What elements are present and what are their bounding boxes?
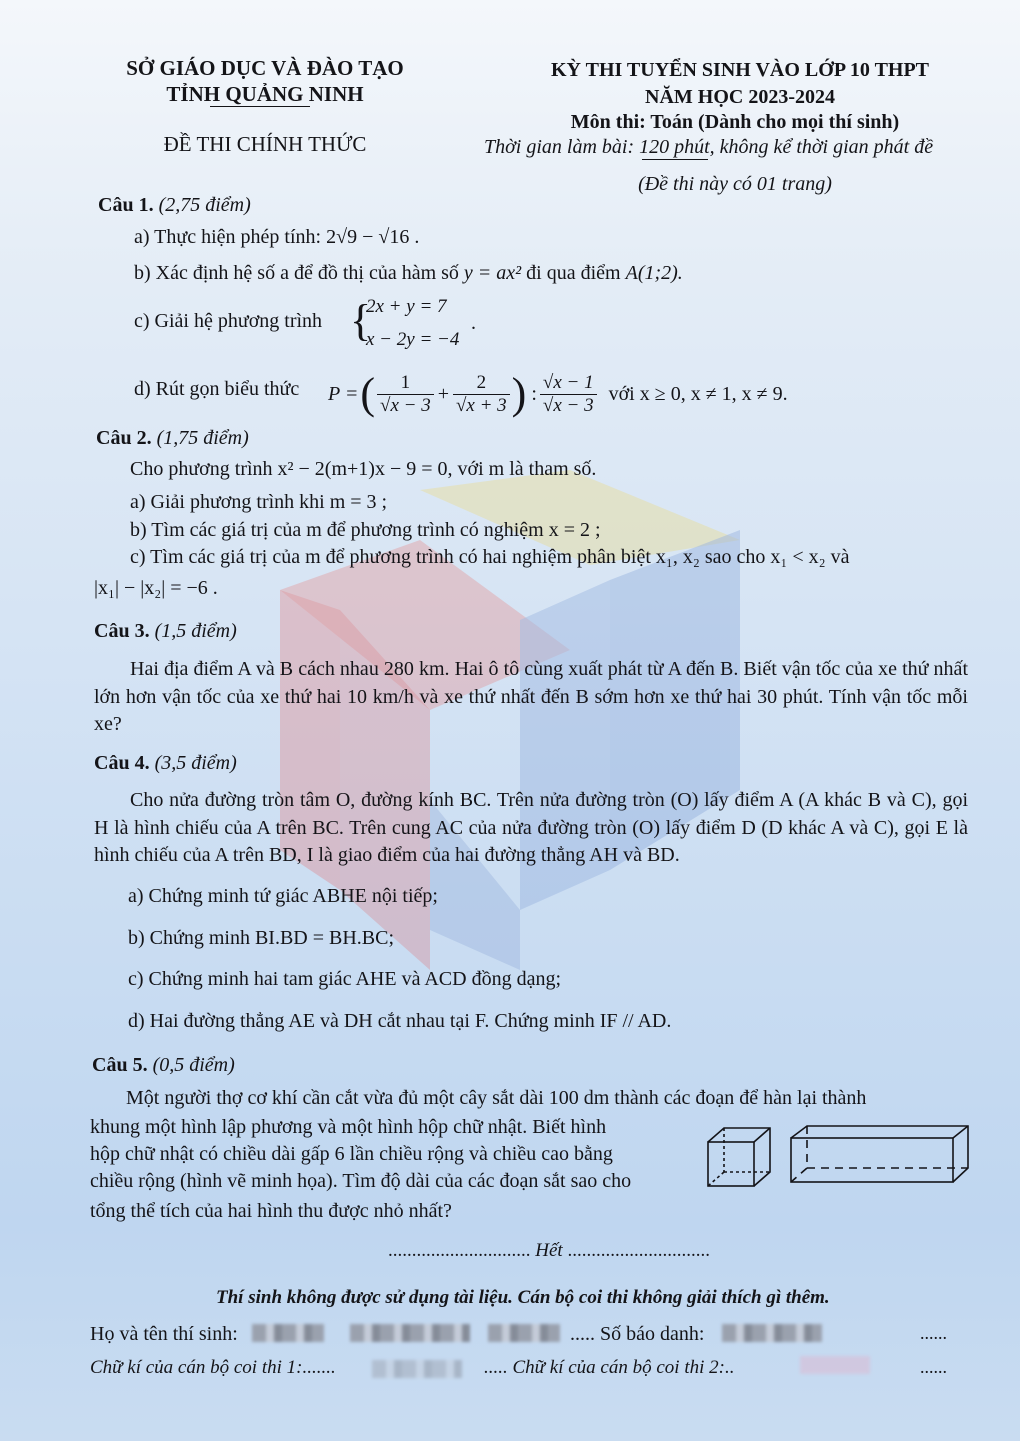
- candidate-name-label: Họ và tên thí sinh:: [90, 1323, 238, 1345]
- department-name: SỞ GIÁO DỤC VÀ ĐÀO TẠO: [126, 56, 404, 80]
- exam-name: KỲ THI TUYỂN SINH VÀO LỚP 10 THPT: [550, 59, 930, 81]
- q5-line-3: hộp chữ nhật có chiều dài gấp 6 lần chiều rộng và chiều cao bằng: [90, 1143, 613, 1165]
- end-marker: [388, 1240, 710, 1262]
- q1-c-equation-2: x − 2y = −4: [366, 329, 460, 350]
- fraction-2-numerator: 2: [453, 372, 510, 395]
- redacted-name-2: [350, 1324, 470, 1342]
- proctor-1-signature: [90, 1357, 336, 1379]
- q5-title: Câu 5.: [92, 1054, 148, 1076]
- time-allowed: Thời gian làm bài: 120 phút, không kể thời gian phát đề: [484, 136, 934, 158]
- q1-d-fraction-1: [377, 372, 434, 417]
- fraction-1-numerator: 1: [377, 372, 434, 395]
- time-underline: [642, 159, 708, 160]
- box-illustration: [788, 1122, 972, 1186]
- q2-intro: Cho phương trình x² − 2(m+1)x − 9 = 0, với m là tham số.: [130, 458, 597, 480]
- fraction-1-denominator: √x − 3: [380, 394, 431, 416]
- q1-d-lhs: P =: [328, 382, 359, 405]
- q2-part-c-line-2: |x₁| − |x₂| = −6 .: [94, 577, 218, 599]
- q2-title: Câu 2.: [96, 427, 152, 449]
- official-exam-label: ĐỀ THI CHÍNH THỨC: [163, 132, 367, 156]
- q4-part-d: d) Hai đường thẳng AE và DH cắt nhau tại F. Chứng minh IF // AD.: [128, 1010, 672, 1032]
- redacted-signature-2: [800, 1356, 870, 1374]
- q4-title: Câu 4.: [94, 752, 150, 774]
- end-dots-right: ..............................: [567, 1240, 710, 1261]
- q5-line-2: khung một hình lập phương và một hình hộp chữ nhật. Biết hình: [90, 1116, 607, 1138]
- candidate-id-dots-end: ......: [920, 1323, 947, 1343]
- q1-heading: [98, 194, 251, 217]
- redacted-signature-1: [372, 1360, 462, 1378]
- system-brace: {: [350, 296, 372, 345]
- province-name: TỈNH QUẢNG NINH: [166, 82, 364, 106]
- q1-d-expression: [328, 364, 788, 424]
- candidate-id-dots: .....: [570, 1323, 595, 1345]
- q1-b-point: A(1;2).: [625, 262, 683, 284]
- q1-c-period: .: [471, 312, 476, 334]
- candidate-id-field: [570, 1323, 704, 1346]
- proctor-2-dots: ..: [724, 1357, 735, 1378]
- divide-sign: :: [531, 382, 537, 405]
- page-count-note: (Đề thi này có 01 trang): [638, 173, 832, 195]
- open-paren: (: [360, 369, 376, 418]
- q1-part-b: [134, 262, 683, 285]
- q3-heading: [94, 620, 237, 643]
- close-paren: ): [511, 369, 527, 418]
- exam-rules-note: Thí sinh không được sử dụng tài liệu. Cán bộ coi thi không giải thích gì thêm.: [216, 1287, 830, 1308]
- q1-part-c-label: c) Giải hệ phương trình: [134, 310, 323, 332]
- q5-heading: [92, 1054, 235, 1077]
- q4-heading: [94, 752, 237, 775]
- q2-points: (1,75 điểm): [156, 427, 249, 449]
- plus-sign: +: [437, 382, 449, 405]
- q5-points: (0,5 điểm): [152, 1054, 235, 1076]
- proctor-1-label: Chữ kí của cán bộ coi thi 1:: [90, 1357, 303, 1378]
- proctor-2-signature: [484, 1357, 734, 1379]
- q1-points: (2,75 điểm): [158, 194, 251, 216]
- redacted-name-3: [488, 1324, 560, 1342]
- q1-b-function: y = ax²: [463, 262, 522, 284]
- q1-d-condition: với x ≥ 0, x ≠ 1, x ≠ 9.: [608, 382, 788, 405]
- fraction-3-numerator: √x − 1: [540, 372, 597, 395]
- q4-part-a: a) Chứng minh tứ giác ABHE nội tiếp;: [128, 885, 438, 907]
- q4-text: Cho nửa đường tròn tâm O, đường kính BC. Trên nửa đường tròn (O) lấy điểm A (A khác B và C), gọi H là hình chiếu của A trên BC. Trên cung AC của nửa đường tròn (O) lấy điểm D (D khác A và C), gọi E là hình chiếu của A trên BD, I là giao điểm của hai đường thẳng AH và BD.: [94, 789, 968, 866]
- q1-b-text: b) Xác định hệ số a để đồ thị của hàm số: [134, 262, 459, 284]
- end-dots-left: ..............................: [388, 1240, 531, 1261]
- proctor-2-dots-lead: .....: [484, 1357, 508, 1378]
- signature-dots-end: ......: [920, 1357, 947, 1377]
- cube-illustration: [705, 1124, 775, 1190]
- q1-part-d-label: d) Rút gọn biểu thức: [134, 378, 300, 400]
- q3-title: Câu 3.: [94, 620, 150, 642]
- proctor-1-dots: .......: [302, 1357, 336, 1378]
- q1-title: Câu 1.: [98, 194, 154, 216]
- q2-part-b: b) Tìm các giá trị của m để phương trình có nghiệm x = 2 ;: [130, 519, 601, 541]
- fraction-2-denominator: √x + 3: [455, 394, 507, 416]
- header-underline: [210, 106, 310, 107]
- q4-points: (3,5 điểm): [154, 752, 237, 774]
- q5-line-5: tổng thể tích của hai hình thu được nhỏ nhất?: [90, 1200, 452, 1222]
- q2-heading: [96, 427, 249, 450]
- q1-d-fraction-3: [540, 372, 597, 417]
- school-year: NĂM HỌC 2023-2024: [645, 86, 835, 108]
- redacted-name-1: [252, 1324, 324, 1342]
- q2-part-c-line-1: c) Tìm các giá trị của m để phương trình có hai nghiệm phân biệt x₁, x₂ sao cho x₁ < x₂ và: [130, 546, 850, 568]
- fraction-3-denominator: √x − 3: [542, 394, 594, 416]
- q4-part-c: c) Chứng minh hai tam giác AHE và ACD đồng dạng;: [128, 968, 561, 990]
- q1-part-a: a) Thực hiện phép tính: 2√9 − √16 .: [134, 226, 420, 248]
- q2-part-a: a) Giải phương trình khi m = 3 ;: [130, 491, 388, 513]
- q1-d-fraction-2: [453, 372, 510, 417]
- subject: Môn thi: Toán (Dành cho mọi thí sinh): [570, 111, 900, 133]
- q5-line-4: chiều rộng (hình vẽ minh họa). Tìm độ dài của các đoạn sắt sao cho: [90, 1170, 632, 1192]
- q4-part-b: b) Chứng minh BI.BD = BH.BC;: [128, 927, 395, 949]
- q5-line-1: Một người thợ cơ khí cần cắt vừa đủ một cây sắt dài 100 dm thành các đoạn để hàn lại thành: [126, 1087, 867, 1109]
- redacted-id: [722, 1324, 822, 1342]
- q1-b-text-end: đi qua điểm: [526, 262, 621, 284]
- q3-text: Hai địa điểm A và B cách nhau 280 km. Hai ô tô cùng xuất phát từ A đến B. Biết vận tốc của xe thứ nhất lớn hơn vận tốc của xe thứ hai 10 km/h và xe thứ nhất đến B sớm hơn xe thứ hai 30 phút. Tính vận tốc mỗi xe?: [94, 658, 968, 735]
- q3-points: (1,5 điểm): [154, 620, 237, 642]
- proctor-2-label: Chữ kí của cán bộ coi thi 2:: [512, 1357, 725, 1378]
- candidate-id-label: Số báo danh:: [600, 1323, 705, 1345]
- q1-c-equation-1: 2x + y = 7: [366, 296, 447, 317]
- end-label: Hết: [535, 1240, 563, 1261]
